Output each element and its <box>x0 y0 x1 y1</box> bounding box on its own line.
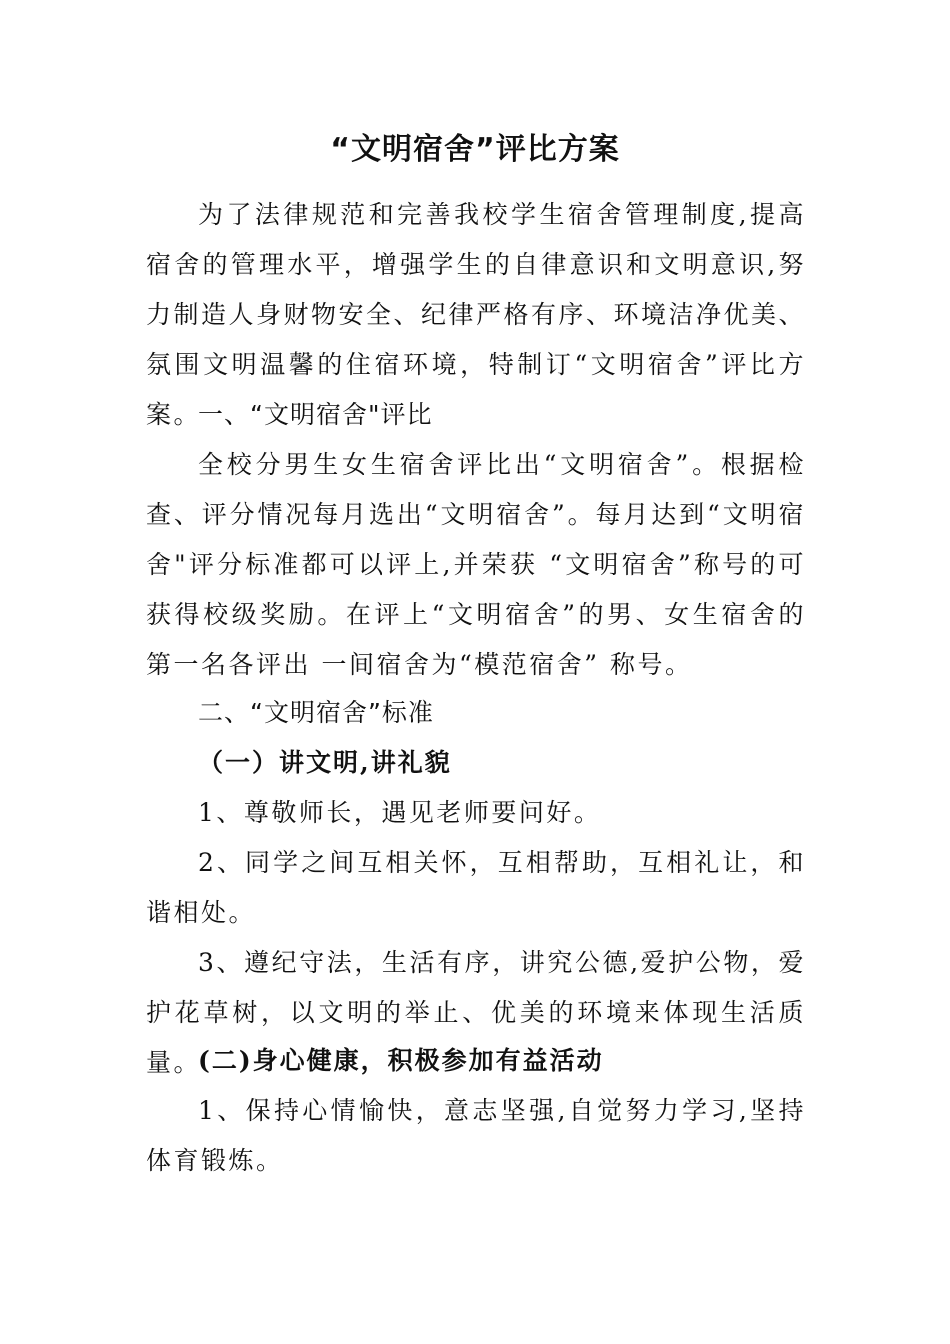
document-title: “文明宿舍”评比方案 <box>330 132 620 167</box>
section-2-heading: 二、“文明宿舍”标准 <box>198 698 434 727</box>
subsection-1-heading: （一）讲文明,讲礼貌 <box>198 748 452 777</box>
subsection-2-item-1: 1、保持心情愉快，意志坚强,自觉努力学习,坚持体育锻炼。 <box>146 1096 806 1175</box>
subsection-1-item-1: 1、尊敬师长，遇见老师要问好。 <box>198 798 602 827</box>
section-1-paragraph: 全校分男生女生宿舍评比出“文明宿舍”。根据检查、评分情况每月选出“文明宿舍”。每月达到“文明宿舍"评分标准都可以评上,并荣获 “文明宿舍”称号的可获得校级奖励。在评上“文明宿舍”的男、女生宿舍的第一名各评出 一间宿舍为“模范宿舍” 称号。 <box>146 450 806 679</box>
subsection-2-heading: (二)身心健康，积极参加有益活动 <box>198 1046 604 1075</box>
subsection-1-item-2: 2、同学之间互相关怀，互相帮助，互相礼让，和谐相处。 <box>146 848 806 927</box>
intro-paragraph: 为了法律规范和完善我校学生宿舍管理制度,提高宿舍的管理水平，增强学生的自律意识和文明意识,努力制造人身财物安全、纪律严格有序、环境洁净优美、氛围文明温馨的住宿环境，特制订“文明宿舍”评比方案。 <box>146 200 807 429</box>
subsection-1-item-3: 3、遵纪守法，生活有序，讲究公德,爱护公物，爱护花草树，以文明的举止、优美的环境来体现生活质量。 <box>146 948 806 1077</box>
section-1-heading: 一、“文明宿舍"评比 <box>198 400 433 429</box>
